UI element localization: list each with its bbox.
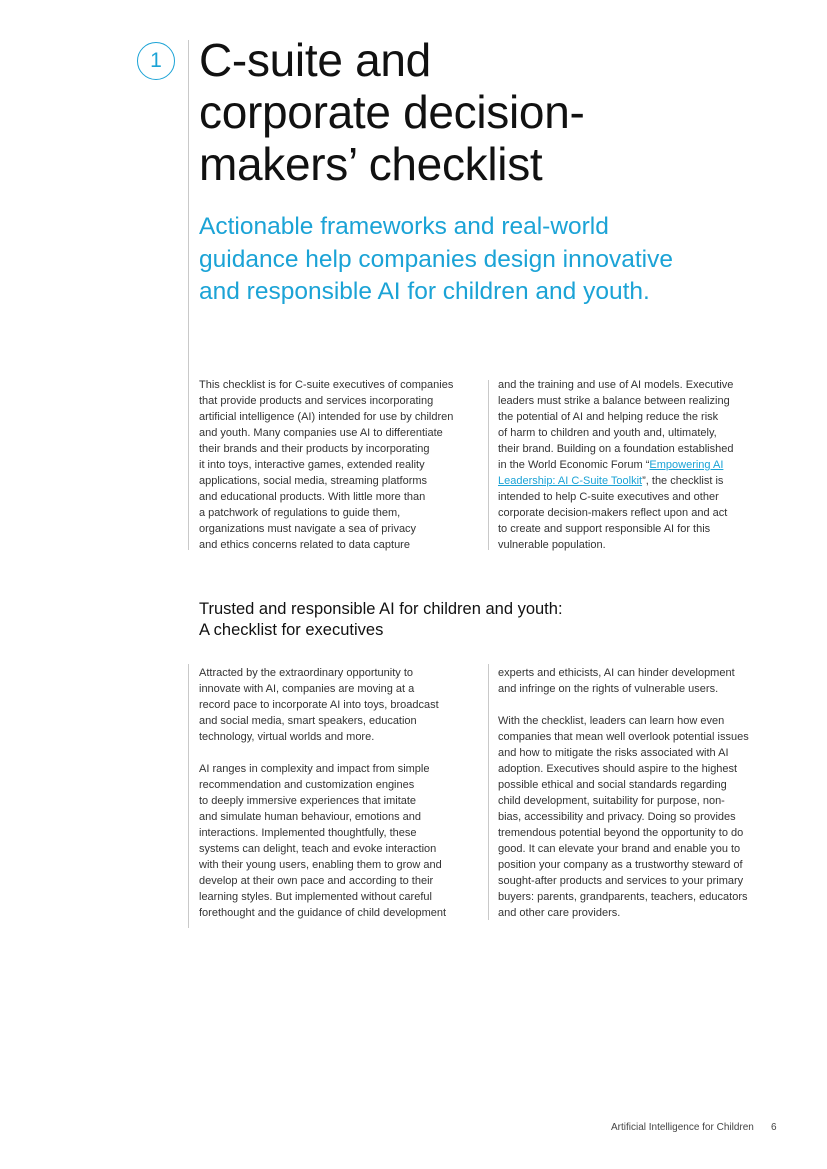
text-line: interactions. Implemented thoughtfully, these [199, 827, 417, 839]
section-column-divider [488, 664, 489, 920]
text-line: systems can delight, teach and evoke interaction [199, 843, 437, 855]
text-line: record pace to incorporate AI into toys, broadcast [199, 699, 439, 711]
text-line: their brand. Building on a foundation established [498, 443, 734, 455]
text-line: position your company as a trustworthy steward of [498, 859, 743, 871]
text-line: and how to mitigate the risks associated with AI [498, 747, 729, 759]
text-line: bias, accessibility and privacy. Doing so provides [498, 811, 736, 823]
subtitle-line: and responsible AI for children and youth. [199, 278, 650, 305]
subtitle-line: guidance help companies design innovative [199, 245, 673, 273]
text-line: and educational products. With little more than [199, 491, 426, 503]
text-line: This checklist is for C-suite executives of companies [199, 379, 454, 391]
text-line: intended to help C-suite executives and other [498, 491, 719, 503]
page-number: 6 [771, 1122, 777, 1133]
text-line: applications, social media, streaming platforms [199, 475, 428, 487]
subtitle-line: Actionable frameworks and real-world [199, 213, 609, 240]
column-divider [488, 380, 489, 550]
text-line: possible ethical and social standards regarding [498, 779, 727, 791]
text-line: to create and support responsible AI for this [498, 523, 711, 535]
text-line: a patchwork of regulations to guide them, [199, 507, 401, 519]
text-line: and the training and use of AI models. Executive [498, 379, 734, 391]
text-line: recommendation and customization engines [199, 779, 415, 791]
paragraph-gap [199, 745, 446, 761]
section-right-column [498, 665, 749, 921]
text-line: companies that mean well overlook potential issues [498, 731, 749, 743]
section-heading [199, 599, 719, 641]
text-line: leaders must strike a balance between realizing [498, 395, 730, 407]
text-line [498, 473, 733, 489]
title-line: corporate decision- [199, 86, 585, 138]
text-line: that provide products and services incorporating [199, 395, 434, 407]
title-line: makers’ checklist [199, 138, 543, 190]
toolkit-link-continued[interactable]: Leadership: AI C-Suite Toolkit [498, 475, 643, 487]
text-line: good. It can elevate your brand and enable you to [498, 843, 741, 855]
text-line: sought-after products and services to your primary [498, 875, 744, 887]
toolkit-link[interactable]: Empowering AI [649, 459, 724, 471]
intro-left-column [199, 377, 453, 553]
text-line: of harm to children and youth and, ultimately, [498, 427, 717, 439]
text-line: develop at their own pace and according to their [199, 875, 434, 887]
text-line: the potential of AI and helping reduce the risk [498, 411, 719, 423]
text-line: technology, virtual worlds and more. [199, 731, 375, 743]
text-line: AI ranges in complexity and impact from simple [199, 763, 430, 775]
title-line: C-suite and [199, 34, 431, 86]
text-line: and ethics concerns related to data capture [199, 539, 410, 551]
section-left-divider [188, 664, 189, 928]
text-line: and simulate human behaviour, emotions and [199, 811, 421, 823]
text-line: Attracted by the extraordinary opportunity to [199, 667, 414, 679]
text-line: and other care providers. [498, 907, 621, 919]
text-line: With the checklist, leaders can learn how even [498, 715, 725, 727]
text-line: vulnerable population. [498, 539, 606, 551]
text-line: tremendous potential beyond the opportunity to do [498, 827, 744, 839]
header-divider [188, 40, 189, 550]
text-line: it into toys, interactive games, extended reality [199, 459, 425, 471]
heading-line: A checklist for executives [199, 621, 384, 639]
intro-right-column [498, 377, 733, 553]
text-line: to deeply immersive experiences that imitate [199, 795, 417, 807]
text-line: adoption. Executives should aspire to the highest [498, 763, 738, 775]
section-left-column [199, 665, 446, 921]
text-line: artificial intelligence (AI) intended for use by children [199, 411, 454, 423]
text-line: and social media, smart speakers, education [199, 715, 417, 727]
text-line: corporate decision-makers reflect upon and act [498, 507, 728, 519]
text-line: organizations must navigate a sea of privacy [199, 523, 417, 535]
text-line: experts and ethicists, AI can hinder development [498, 667, 735, 679]
text-line: child development, suitability for purpose, non- [498, 795, 725, 807]
paragraph-gap [498, 697, 749, 713]
heading-line: Trusted and responsible AI for children and youth: [199, 600, 563, 618]
text-line [498, 457, 733, 473]
text-fragment: in the World Economic Forum “ [498, 459, 650, 471]
footer-publication-title: Artificial Intelligence for Children [611, 1122, 754, 1133]
page-subtitle [199, 211, 759, 309]
text-line: and youth. Many companies use AI to differentiate [199, 427, 443, 439]
text-line: innovate with AI, companies are moving at a [199, 683, 415, 695]
text-fragment: ”, the checklist is [642, 475, 724, 487]
text-line: buyers: parents, grandparents, teachers, educators [498, 891, 748, 903]
page-title [199, 34, 759, 190]
text-line: their brands and their products by incorporating [199, 443, 430, 455]
text-line: with their young users, enabling them to grow and [199, 859, 442, 871]
text-line: learning styles. But implemented without careful [199, 891, 432, 903]
chapter-number-badge: 1 [137, 42, 175, 80]
text-line: forethought and the guidance of child development [199, 907, 447, 919]
text-line: and infringe on the rights of vulnerable users. [498, 683, 719, 695]
